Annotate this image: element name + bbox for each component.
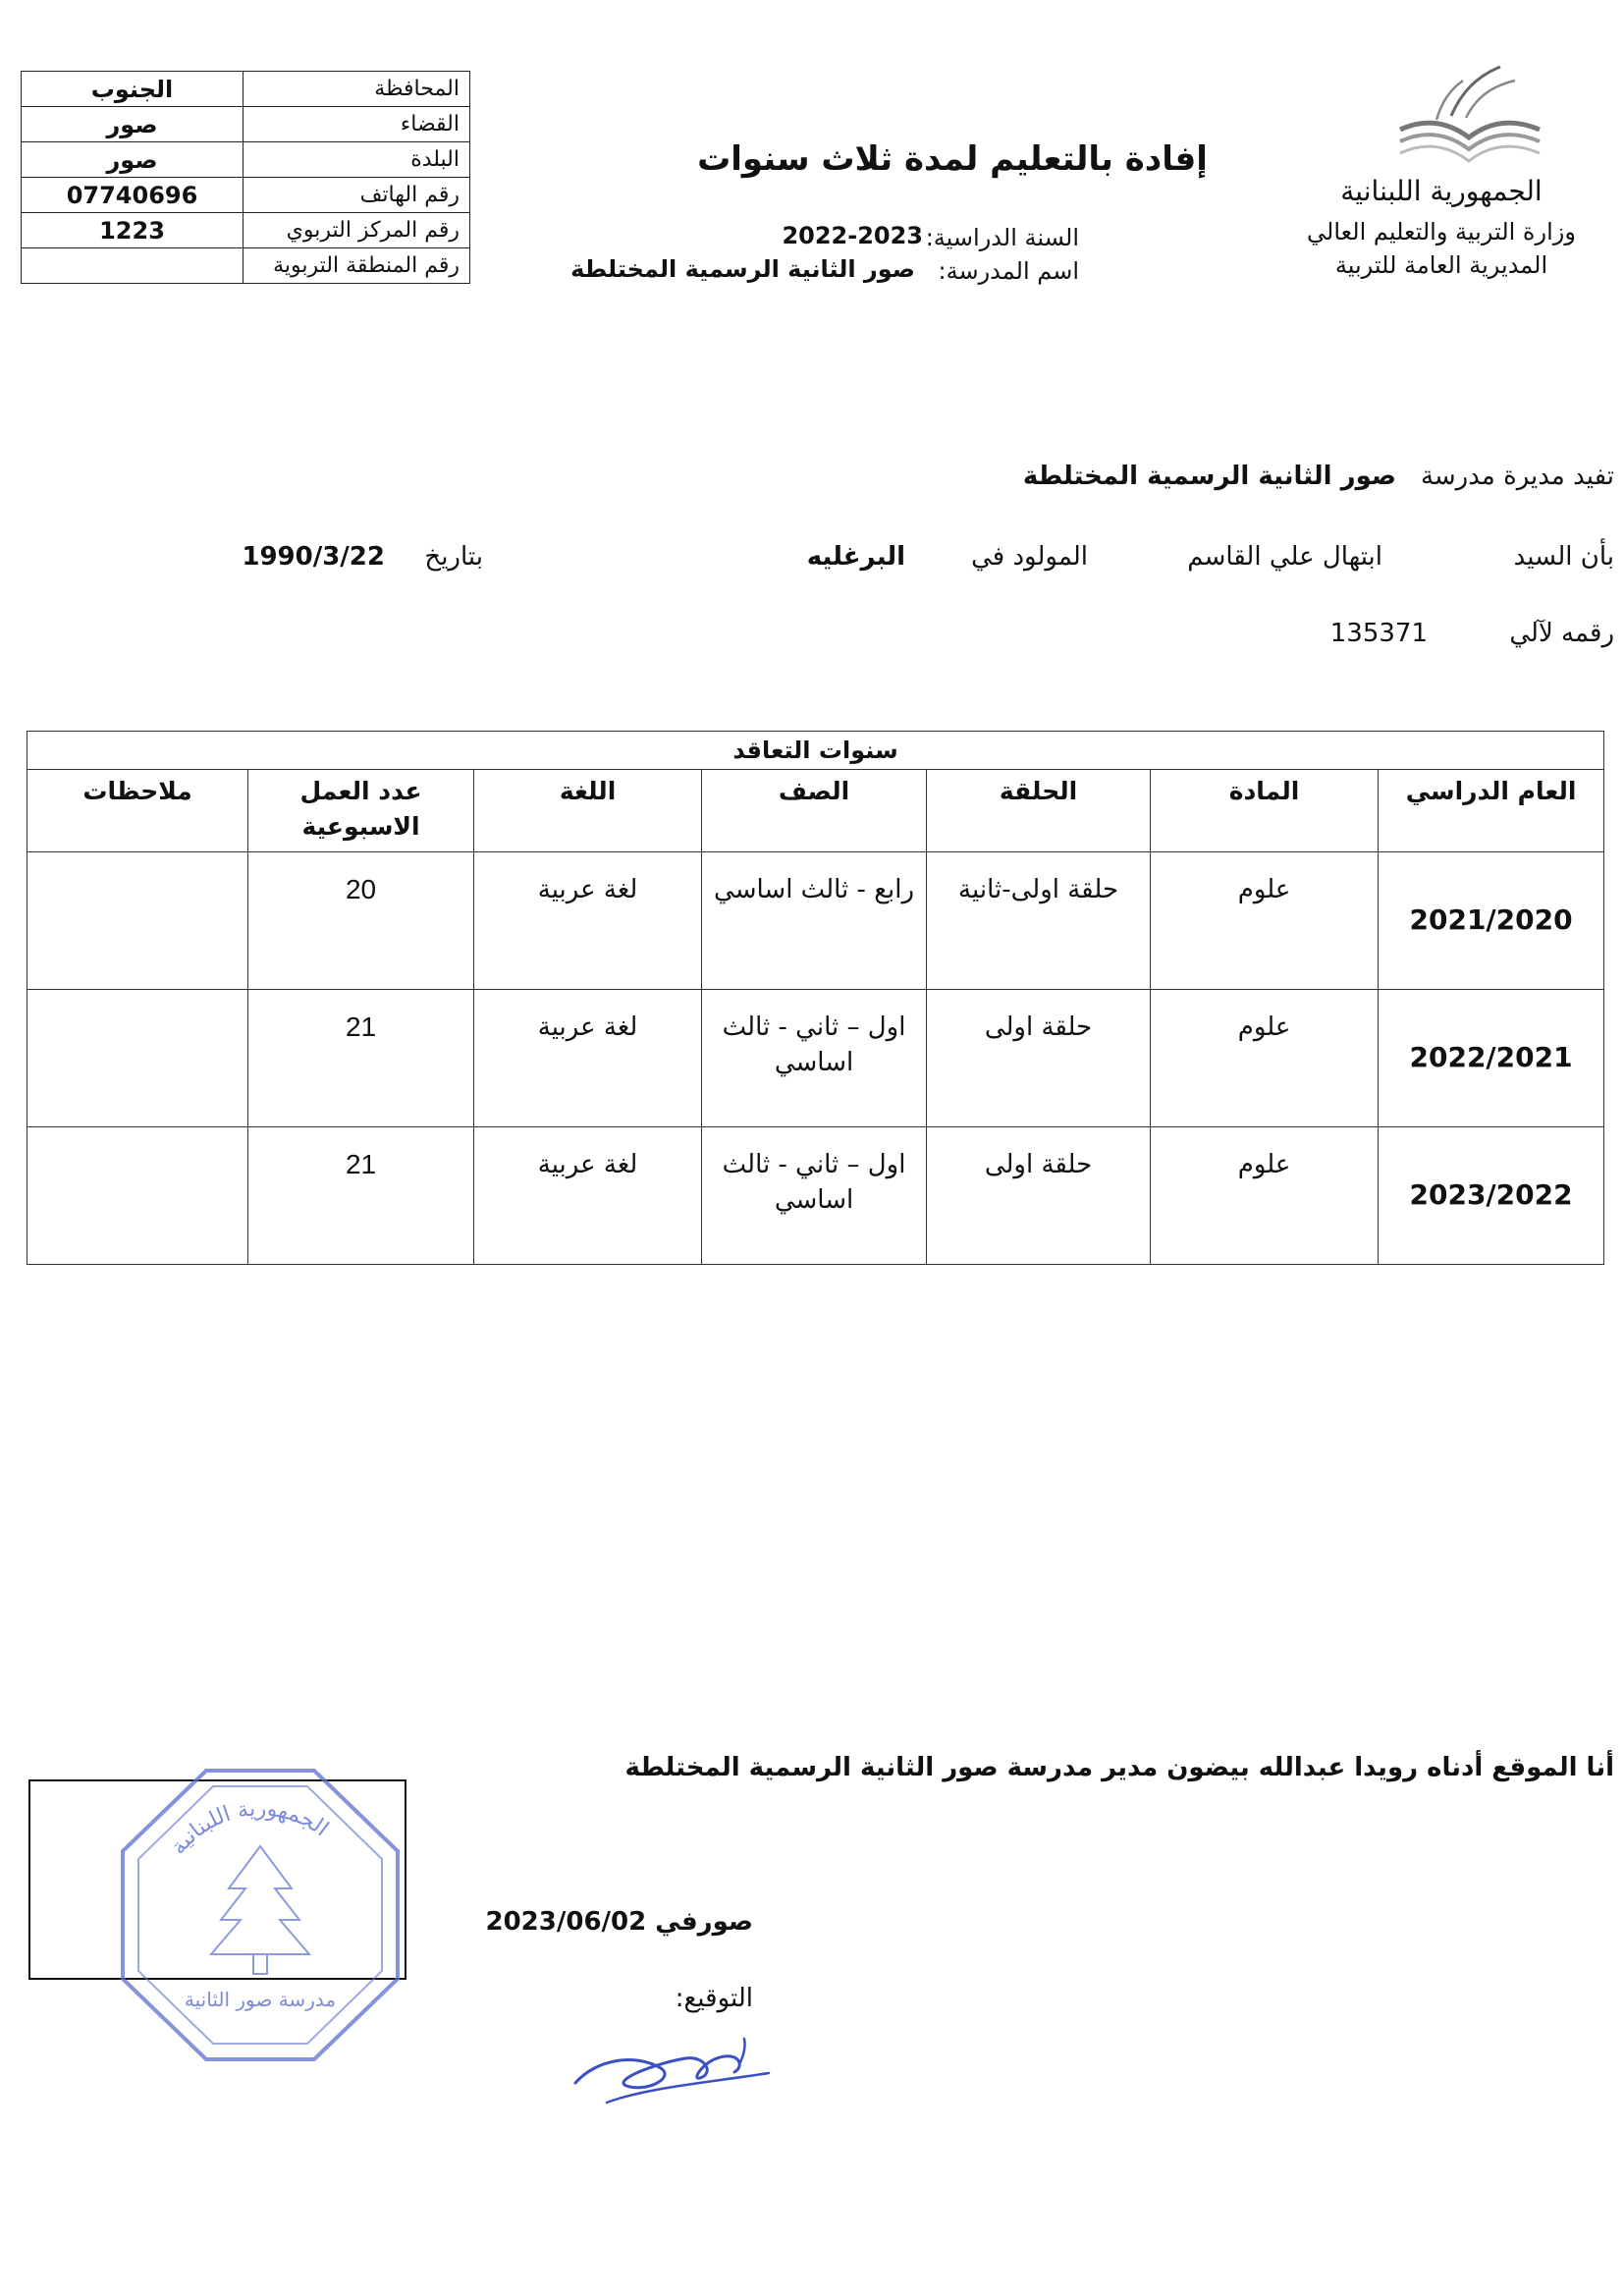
info-label: رقم المنطقة التربوية: [244, 248, 470, 284]
info-label: القضاء: [244, 107, 470, 142]
subject-cell: علوم: [1151, 990, 1379, 1127]
notes-cell: [27, 852, 248, 990]
year-cell: 2022/2021: [1379, 990, 1604, 1127]
date-label: بتاريخ: [424, 542, 483, 572]
column-header: الحلقة: [927, 770, 1151, 852]
person-prefix: بأن السيد: [1513, 542, 1614, 572]
info-label: المحافظة: [244, 72, 470, 107]
info-row: [22, 248, 470, 284]
column-header: العام الدراسي: [1379, 770, 1604, 852]
info-row: [22, 178, 470, 213]
info-value: 07740696: [22, 178, 244, 213]
subject-cell: علوم: [1151, 1127, 1379, 1265]
stamp-inner-text: مدرسة صور الثانية: [184, 1988, 337, 2011]
column-header: المادة: [1151, 770, 1379, 852]
document-title: إفادة بالتعليم لمدة ثلاث سنوات: [697, 139, 1208, 179]
info-row: [22, 72, 470, 107]
info-row: [22, 107, 470, 142]
info-value: الجنوب: [22, 72, 244, 107]
declaration-text: أنا الموقع أدناه رويدا عبدالله بيضون مدير مدرسة صور الثانية الرسمية المختلطة: [624, 1753, 1614, 1782]
table-row: [27, 852, 1604, 990]
ministry-name: وزارة التربية والتعليم العالي: [1307, 218, 1576, 246]
grade-cell: رابع - ثالث اساسي: [702, 852, 927, 990]
contract-years-table: [27, 731, 1604, 1265]
republic-name: الجمهورية اللبنانية: [1340, 175, 1543, 207]
info-label: البلدة: [244, 142, 470, 178]
year-cell: 2021/2020: [1379, 852, 1604, 990]
svg-text:الجمهورية اللبنانية: [166, 1797, 333, 1860]
info-row: [22, 142, 470, 178]
place-date: صورفي 2023/06/02: [485, 1907, 753, 1937]
directorate-name: المديرية العامة للتربية: [1334, 251, 1548, 279]
info-value: [22, 248, 244, 284]
column-header: ملاحظات: [27, 770, 248, 852]
year-cell: 2023/2022: [1379, 1127, 1604, 1265]
cycle-cell: حلقة اولى: [927, 990, 1151, 1127]
birthplace: البرغليه: [806, 542, 905, 572]
language-cell: لغة عربية: [474, 990, 702, 1127]
info-label: رقم الهاتف: [244, 178, 470, 213]
school-info-table: [21, 71, 470, 284]
school-year-label: السنة الدراسية:: [925, 224, 1079, 251]
signature-label: التوقيع:: [675, 1984, 753, 2013]
hours-cell: 20: [248, 852, 474, 990]
info-label: رقم المركز التربوي: [244, 213, 470, 248]
cycle-cell: حلقة اولى: [927, 1127, 1151, 1265]
column-header: الصف: [702, 770, 927, 852]
language-cell: لغة عربية: [474, 1127, 702, 1265]
number-value: 135371: [1329, 619, 1428, 648]
birth-date: 1990/3/22: [242, 542, 385, 572]
intro-school-name: صور الثانية الرسمية المختلطة: [1022, 462, 1396, 491]
subject-cell: علوم: [1151, 852, 1379, 990]
notes-cell: [27, 990, 248, 1127]
info-row: [22, 213, 470, 248]
language-cell: لغة عربية: [474, 852, 702, 990]
hours-cell: 21: [248, 990, 474, 1127]
column-header: اللغة: [474, 770, 702, 852]
school-name-value: صور الثانية الرسمية المختلطة: [570, 255, 915, 283]
person-name: ابتهال علي القاسم: [1187, 542, 1382, 572]
handwritten-signature: [568, 2029, 779, 2117]
school-stamp-seal-icon: [113, 1763, 407, 2067]
born-label: المولود في: [971, 542, 1088, 572]
table-row: [27, 1127, 1604, 1265]
info-value: 1223: [22, 213, 244, 248]
stamp-outer-text: الجمهورية اللبنانية: [166, 1796, 333, 1860]
school-year-value: 2022-2023: [782, 222, 923, 249]
info-value: صور: [22, 142, 244, 178]
number-label: رقمه لآلي: [1509, 619, 1614, 648]
hours-cell: 21: [248, 1127, 474, 1265]
cycle-cell: حلقة اولى-ثانية: [927, 852, 1151, 990]
table-caption: سنوات التعاقد: [27, 732, 1604, 770]
school-name-label: اسم المدرسة:: [938, 257, 1079, 285]
notes-cell: [27, 1127, 248, 1265]
table-row: [27, 990, 1604, 1127]
info-value: صور: [22, 107, 244, 142]
grade-cell: اول – ثاني - ثالث اساسي: [702, 990, 927, 1127]
intro-text: تفيد مديرة مدرسة: [1420, 462, 1614, 491]
ministry-book-logo-icon: [1392, 59, 1544, 167]
column-header: عدد العمل الاسبوعية: [248, 770, 474, 852]
grade-cell: اول – ثاني - ثالث اساسي: [702, 1127, 927, 1265]
